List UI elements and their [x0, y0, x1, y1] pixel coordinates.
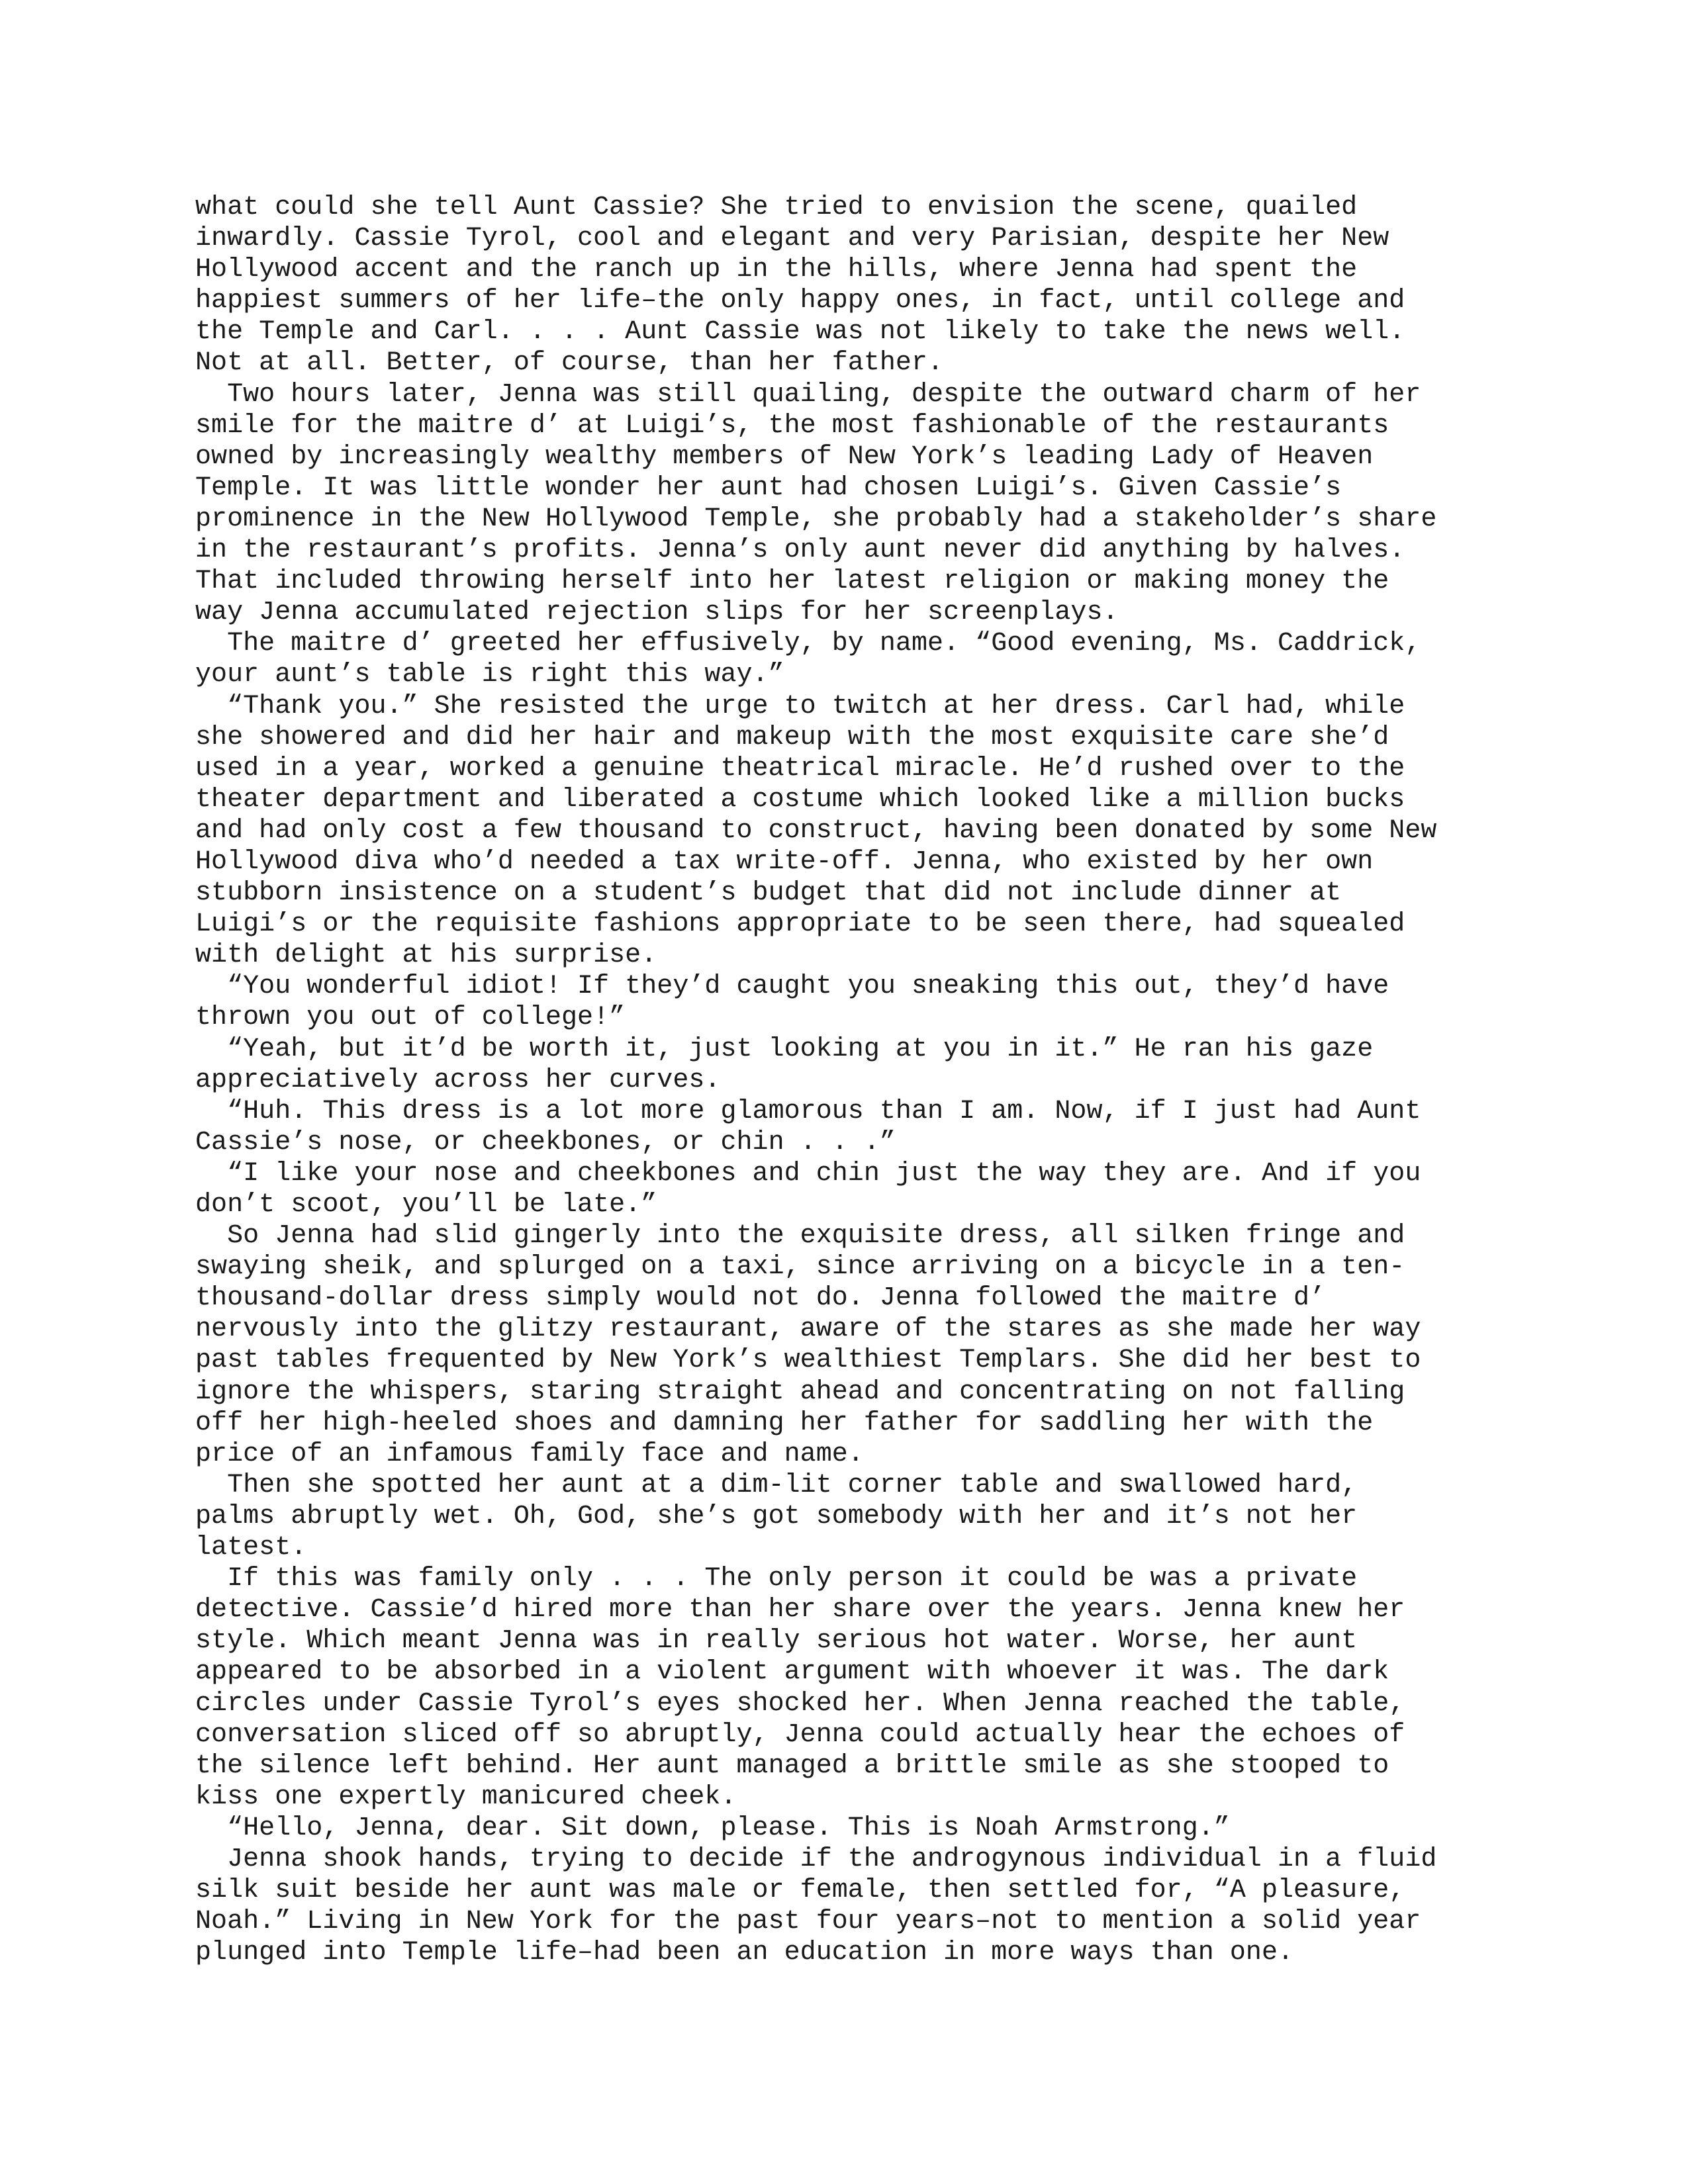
text-line: swaying sheik, and splurged on a taxi, since arriving on a bicycle in a ten- [195, 1252, 1405, 1283]
text-line: appeared to be absorbed in a violent argument with whoever it was. The dark [195, 1657, 1389, 1688]
text-line: theater department and liberated a costume which looked like a million bucks [195, 784, 1405, 815]
text-line: don’t scoot, you’ll be late.” [195, 1190, 657, 1220]
text-line: “Huh. This dress is a lot more glamorous than I am. Now, if I just had Aunt [195, 1096, 1421, 1126]
text-line: “Hello, Jenna, dear. Sit down, please. This is Noah Armstrong.” [195, 1813, 1230, 1843]
text-line: she showered and did her hair and makeup with the most exquisite care she’d [195, 722, 1389, 752]
text-line: way Jenna accumulated rejection slips for her screenplays. [195, 598, 1119, 628]
text-line: detective. Cassie’d hired more than her share over the years. Jenna knew her [195, 1595, 1405, 1625]
text-line: The maitre d’ greeted her effusively, by name. “Good evening, Ms. Caddrick, [195, 629, 1421, 659]
text-line: latest. [195, 1533, 307, 1563]
text-line: owned by increasingly wealthy members of New York’s leading Lady of Heaven [195, 441, 1374, 472]
text-line: and had only cost a few thousand to construct, having been donated by some New [195, 815, 1437, 846]
text-line: nervously into the glitzy restaurant, aware of the stares as she made her way [195, 1314, 1421, 1345]
text-line: with delight at his surprise. [195, 940, 657, 971]
text-line: silk suit beside her aunt was male or female, then settled for, “A pleasure, [195, 1876, 1405, 1906]
text-line: thrown you out of college!” [195, 1003, 626, 1033]
text-line: So Jenna had slid gingerly into the exquisite dress, all silken fringe and [195, 1221, 1405, 1251]
text-line: If this was family only . . . The only person it could be was a private [195, 1564, 1358, 1594]
text-line: Hollywood accent and the ranch up in the hills, where Jenna had spent the [195, 255, 1358, 285]
body-text [195, 192, 1519, 1968]
text-line: smile for the maitre d’ at Luigi’s, the most fashionable of the restaurants [195, 410, 1389, 441]
text-line: your aunt’s table is right this way.” [195, 660, 784, 690]
text-line: “You wonderful idiot! If they’d caught you sneaking this out, they’d have [195, 972, 1389, 1002]
text-line: the Temple and Carl. . . . Aunt Cassie was not likely to take the news well. [195, 317, 1405, 347]
text-line: Noah.” Living in New York for the past four years–not to mention a solid year [195, 1907, 1421, 1937]
text-line: Jenna shook hands, trying to decide if the androgynous individual in a fluid [195, 1844, 1437, 1874]
text-line: stubborn insistence on a student’s budget that did not include dinner at [195, 878, 1342, 909]
text-line: Not at all. Better, of course, than her father. [195, 348, 944, 379]
text-line: what could she tell Aunt Cassie? She tried to envision the scene, quailed [195, 193, 1358, 222]
text-line: off her high-heeled shoes and damning her father for saddling her with the [195, 1408, 1374, 1438]
text-line: “I like your nose and cheekbones and chin just the way they are. And if you [195, 1158, 1421, 1189]
text-line: Cassie’s nose, or cheekbones, or chin . . .” [195, 1127, 896, 1158]
text-line: in the restaurant’s profits. Jenna’s only aunt never did anything by halves. [195, 535, 1405, 566]
text-line: happiest summers of her life–the only happy ones, in fact, until college and [195, 286, 1405, 316]
document-page [195, 192, 1519, 1968]
text-line: conversation sliced off so abruptly, Jenna could actually hear the echoes of [195, 1719, 1405, 1750]
text-line: past tables frequented by New York’s wealthiest Templars. She did her best to [195, 1345, 1421, 1376]
text-line: thousand-dollar dress simply would not do. Jenna followed the maitre d’ [195, 1283, 1326, 1314]
text-line: palms abruptly wet. Oh, God, she’s got somebody with her and it’s not her [195, 1501, 1358, 1531]
text-line: Then she spotted her aunt at a dim-lit corner table and swallowed hard, [195, 1470, 1358, 1500]
text-line: Hollywood diva who’d needed a tax write-off. Jenna, who existed by her own [195, 846, 1374, 877]
text-line: style. Which meant Jenna was in really serious hot water. Worse, her aunt [195, 1626, 1358, 1657]
text-line: Temple. It was little wonder her aunt had chosen Luigi’s. Given Cassie’s [195, 473, 1342, 503]
text-line: appreciatively across her curves. [195, 1065, 721, 1095]
text-line: “Yeah, but it’d be worth it, just looking at you in it.” He ran his gaze [195, 1034, 1374, 1064]
text-line: That included throwing herself into her latest religion or making money the [195, 567, 1389, 597]
text-line: “Thank you.” She resisted the urge to twitch at her dress. Carl had, while [195, 691, 1405, 721]
text-line: Luigi’s or the requisite fashions appropriate to be seen there, had squealed [195, 909, 1405, 940]
text-line: plunged into Temple life–had been an education in more ways than one. [195, 1938, 1294, 1968]
text-line: Two hours later, Jenna was still quailing, despite the outward charm of her [195, 379, 1421, 410]
text-line: ignore the whispers, staring straight ahead and concentrating on not falling [195, 1377, 1405, 1407]
text-line: kiss one expertly manicured cheek. [195, 1782, 737, 1812]
text-line: used in a year, worked a genuine theatrical miracle. He’d rushed over to the [195, 753, 1405, 784]
text-line: circles under Cassie Tyrol’s eyes shocked her. When Jenna reached the table, [195, 1688, 1405, 1719]
text-line: prominence in the New Hollywood Temple, she probably had a stakeholder’s share [195, 504, 1437, 534]
text-line: the silence left behind. Her aunt managed a brittle smile as she stooped to [195, 1751, 1389, 1781]
text-line: price of an infamous family face and name. [195, 1439, 864, 1469]
text-line: inwardly. Cassie Tyrol, cool and elegant and very Parisian, despite her New [195, 224, 1389, 254]
